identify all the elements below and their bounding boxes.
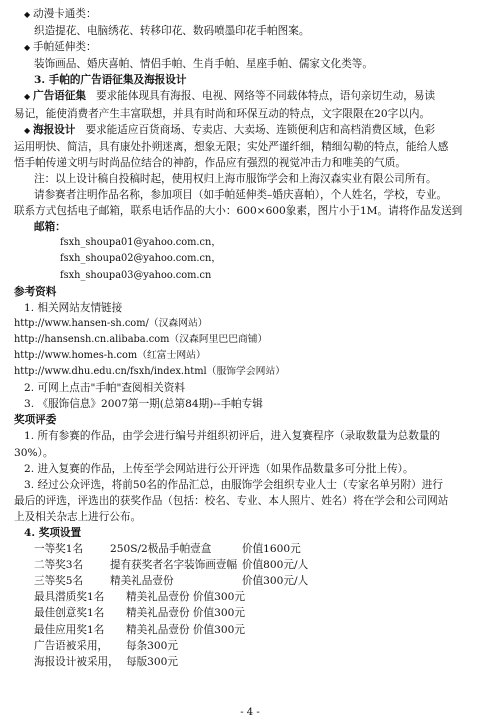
prize-rank: 二等奖3名 bbox=[34, 559, 84, 572]
prize-item: 精美礼品壹份 价值300元 bbox=[126, 623, 245, 636]
prize-item: 精美礼品壹份 价值300元 bbox=[126, 607, 245, 620]
body-line bbox=[14, 88, 486, 105]
email-address[interactable]: fsxh_shoupa02@yahoo.com.cn， bbox=[60, 253, 222, 265]
diamond-bullet-icon: ◆ bbox=[24, 125, 31, 135]
body-line: 30%）。 bbox=[14, 446, 54, 459]
prize-item: 精美礼品壹份 价值300元 bbox=[126, 591, 245, 604]
category-line bbox=[14, 39, 486, 56]
section-heading: 4. 奖项设置 bbox=[24, 527, 82, 539]
section-heading: 参考资料 bbox=[14, 285, 57, 298]
body-line: 织造提花、电脑绣花、转移印花、数码喷墨印花手帕图案。 bbox=[34, 25, 310, 38]
list-item: 2. 可网上点击"手帕"查阅相关资料 bbox=[24, 382, 185, 395]
list-item: 3. 《服饰信息》2007第一期(总第84期)--手帕专辑 bbox=[24, 398, 263, 411]
email-address[interactable]: fsxh_shoupa03@yahoo.com.cn bbox=[60, 269, 212, 281]
prize-value: 价值300元/人 bbox=[242, 575, 309, 588]
special-prize-row bbox=[14, 622, 486, 638]
special-prize-row bbox=[14, 654, 486, 670]
diamond-bullet-icon: ◆ bbox=[24, 92, 31, 102]
prize-value: 价值1600元 bbox=[242, 543, 301, 556]
website-link[interactable]: http://www.hansen-sh.com/（汉森网站） bbox=[14, 317, 208, 329]
category-title: 手帕延伸类： bbox=[33, 41, 97, 54]
prize-item: 250S/2极品手帕壹盒 bbox=[110, 543, 212, 556]
prize-rank: 最具潜质奖1名 bbox=[34, 591, 105, 604]
category-title: 动漫卡通类： bbox=[33, 8, 97, 20]
website-link[interactable]: http://www.homes-h.com（红富士网站） bbox=[14, 349, 206, 361]
diamond-bullet-icon: ◆ bbox=[24, 10, 31, 19]
body-line: 请参赛者注明作品名称，参加项目（如手帕延伸类–婚庆喜帕），个人姓名，学校，专业。 bbox=[34, 189, 448, 202]
body-text: 要求能体现具有海报、电视、网络等不同载体特点，语句亲切生动，易读 bbox=[96, 90, 436, 103]
note-line: 注：以上设计稿自投稿时起，使用权归上海市服饰学会和上海汉森实业有限公司所有。 bbox=[34, 172, 437, 185]
prize-value: 价值800元/人 bbox=[242, 559, 309, 572]
body-line: 运用明快、简洁，具有康处扑朔迷离，想象无限；实处严谨纤细，精细勾勒的特点，能给人感 bbox=[14, 140, 449, 153]
body-line: 1. 所有参赛的作品，由学会进行编号并组织初评后，进入复赛程序（录取数量为总数量的 bbox=[24, 430, 441, 443]
special-prize-row bbox=[14, 638, 486, 654]
prize-item: 精美礼品壹份 bbox=[110, 575, 174, 588]
prize-rank: 海报设计被采用， bbox=[34, 655, 119, 668]
prize-rank: 一等奖1名 bbox=[34, 543, 84, 556]
section-heading: 奖项评委 bbox=[14, 414, 57, 427]
prize-item: 每版300元 bbox=[126, 655, 179, 668]
prize-rank: 广告语被采用， bbox=[34, 639, 109, 652]
prize-item: 提有获奖者名字装饰画壹幅 bbox=[110, 559, 238, 572]
prize-row bbox=[14, 573, 486, 589]
email-address[interactable]: fsxh_shoupa01@yahoo.com.cn， bbox=[60, 237, 222, 249]
section-heading: 3. 手帕的广告语征集及海报设计 bbox=[34, 74, 187, 87]
special-prize-row bbox=[14, 589, 486, 605]
page-number: - 4 - bbox=[240, 707, 260, 718]
body-line: 易记，能使消费者产生丰富联想，并具有时尚和环保互动的特点，文字限限在20字以内。 bbox=[14, 107, 431, 120]
category-line bbox=[14, 6, 486, 23]
body-line: 上及相关杂志上进行公布。 bbox=[14, 510, 142, 523]
prize-item: 每条300元 bbox=[126, 639, 179, 652]
body-line: 装饰画品、婚庆喜帕、情侣手帕、生肖手帕、星座手帕、儒家文化类等。 bbox=[34, 58, 373, 71]
prize-rank: 最佳应用奖1名 bbox=[34, 623, 105, 636]
website-link[interactable]: http://hansensh.cn.alibaba.com（汉森阿里巴巴商铺） bbox=[14, 333, 268, 345]
prize-row bbox=[14, 541, 486, 557]
body-line bbox=[14, 122, 486, 139]
prize-row bbox=[14, 557, 486, 573]
body-text: 要求能适应百货商场、专卖店、大卖场、连锁便利店和高档消费区域，色彩 bbox=[85, 123, 436, 136]
body-line: 联系方式包括电子邮箱，联系电话作品的大小：600×600象素，图片小于1M。请将作品发送到 bbox=[14, 205, 463, 218]
subheading: 广告语征集 bbox=[33, 90, 86, 103]
website-link[interactable]: http://www.dhu.edu.cn/fsxh/index.html（服饰学会网站） bbox=[14, 366, 286, 378]
prize-rank: 最佳创意奖1名 bbox=[34, 607, 105, 620]
body-line: 2. 进入复赛的作品，上传至学会网站进行公开评选（如果作品数量多可分批上传）。 bbox=[24, 462, 414, 475]
list-item: 1. 相关网站友情链接 bbox=[24, 301, 123, 314]
diamond-bullet-icon: ◆ bbox=[24, 43, 31, 53]
special-prize-row bbox=[14, 605, 486, 621]
body-line: 悟手帕传递文明与时尚品位结合的神韵，作品应有强烈的视觉冲击力和唯美的气质。 bbox=[14, 156, 406, 169]
email-label: 邮箱： bbox=[34, 221, 66, 234]
prize-rank: 三等奖5名 bbox=[34, 575, 84, 588]
body-line: 最后的评选，评选出的获奖作品（包括：校名、专业、本人照片、姓名）将在学会和公司网站 bbox=[14, 494, 449, 507]
subheading: 海报设计 bbox=[33, 123, 76, 136]
body-line: 3. 经过公众评选，将前50名的作品汇总，由服饰学会组织专业人士（专家名单另附）进行 bbox=[24, 478, 443, 491]
